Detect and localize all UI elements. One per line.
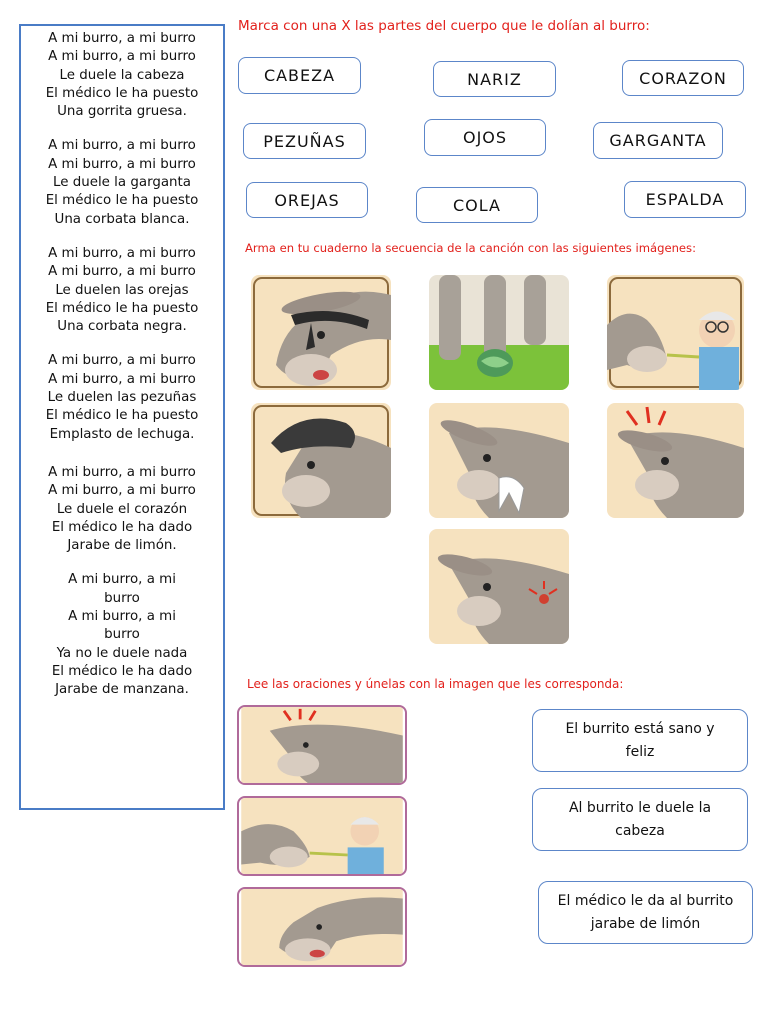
instruction-sequence: Arma en tu cuaderno la secuencia de la canción con las siguientes imágenes: [245, 241, 697, 255]
song-stanza-4 [27, 352, 217, 443]
sentence-line: jarabe de limón [590, 915, 701, 932]
sentence-card-headache[interactable] [532, 788, 748, 851]
song-stanza-6 [27, 571, 217, 699]
sentence-line: Al burrito le duele la [568, 799, 712, 816]
sentence-card-doctor-syrup[interactable] [538, 881, 753, 944]
song-line: A mi burro, a mi burro [48, 49, 196, 65]
sentence-text [565, 718, 714, 764]
song-line: A mi burro, a mi burro [48, 156, 196, 172]
word-button-nariz[interactable]: NARIZ [433, 61, 556, 97]
match-picture-healthy[interactable] [237, 887, 407, 967]
donkey-doctor-syrup-icon [239, 798, 405, 874]
sentence-line: feliz [625, 743, 655, 760]
sentence-line: cabeza [615, 822, 665, 839]
donkey-black-tie-picture [251, 275, 391, 390]
word-button-espalda[interactable]: ESPALDA [624, 181, 746, 218]
song-line: A mi burro, a mi burro [48, 353, 196, 369]
donkey-white-tie-picture [429, 403, 569, 518]
sentence-text [569, 797, 711, 843]
song-lyrics-box [19, 24, 225, 810]
song-line: Le duelen las pezuñas [47, 390, 197, 406]
song-line: Le duele la garganta [53, 175, 191, 191]
donkey-cap-icon [251, 403, 391, 518]
donkey-black-tie-icon [251, 275, 391, 390]
donkey-headache-icon [607, 403, 744, 518]
song-line: burro [104, 627, 140, 643]
song-line: A mi burro, a mi burro [48, 464, 196, 480]
instruction-match: Lee las oraciones y únelas con la imagen que les corresponda: [247, 677, 624, 691]
song-line: El médico le ha puesto [45, 300, 199, 316]
song-line: El médico le ha dado [51, 519, 193, 535]
song-line: A mi burro, a mi [68, 609, 176, 625]
song-stanza-5 [27, 464, 217, 555]
instruction-mark-body-parts: Marca con una X las partes del cuerpo que le dolían al burro: [238, 18, 650, 34]
song-line: Le duele el corazón [56, 501, 188, 517]
word-button-cabeza[interactable]: CABEZA [238, 57, 361, 94]
song-line: Jarabe de limón. [67, 538, 177, 554]
word-button-cola[interactable]: COLA [416, 187, 538, 223]
song-line: burro [104, 590, 140, 606]
word-button-pezunas[interactable]: PEZUÑAS [243, 123, 366, 159]
sentence-line: El médico le da al burrito [557, 892, 734, 909]
song-line: Le duelen las orejas [55, 282, 189, 298]
sentence-card-healthy[interactable] [532, 709, 748, 772]
donkey-heart-pain-picture [429, 529, 569, 644]
song-line: Una corbata blanca. [54, 211, 190, 227]
sentence-text [558, 890, 734, 936]
song-line: Jarabe de manzana. [55, 682, 189, 698]
word-button-ojos[interactable]: OJOS [424, 119, 546, 156]
song-line: El médico le ha dado [51, 663, 193, 679]
donkey-doctor-syrup-picture [607, 275, 744, 390]
song-stanza-3 [27, 245, 217, 336]
song-line: El médico le ha puesto [45, 85, 199, 101]
sentence-line: El burrito está sano y [565, 720, 715, 737]
song-line: A mi burro, a mi burro [48, 483, 196, 499]
song-line: A mi burro, a mi [68, 572, 176, 588]
song-line: A mi burro, a mi burro [48, 245, 196, 261]
word-button-garganta[interactable]: GARGANTA [593, 122, 723, 159]
donkey-hoof-lettuce-picture [429, 275, 569, 390]
word-button-orejas[interactable]: OREJAS [246, 182, 368, 218]
donkey-doctor-syrup-icon [607, 275, 744, 390]
song-line: Una corbata negra. [57, 319, 187, 335]
song-stanza-1 [27, 30, 217, 121]
match-picture-headache[interactable] [237, 705, 407, 785]
song-line: Emplasto de lechuga. [49, 426, 195, 442]
match-picture-doctor[interactable] [237, 796, 407, 876]
donkey-white-tie-icon [429, 403, 569, 518]
song-line: El médico le ha puesto [45, 408, 199, 424]
donkey-heart-pain-icon [429, 529, 569, 644]
donkey-cap-picture [251, 403, 391, 518]
word-button-corazon[interactable]: CORAZON [622, 60, 744, 96]
song-line: A mi burro, a mi burro [48, 371, 196, 387]
donkey-hoof-lettuce-icon [429, 275, 569, 390]
song-line: Una gorrita gruesa. [57, 104, 187, 120]
song-line: A mi burro, a mi burro [48, 31, 196, 46]
song-stanza-2 [27, 137, 217, 228]
donkey-headache-picture [607, 403, 744, 518]
song-line: Ya no le duele nada [56, 645, 188, 661]
song-line: A mi burro, a mi burro [48, 264, 196, 280]
song-line: A mi burro, a mi burro [48, 138, 196, 154]
song-line: Le duele la cabeza [59, 67, 185, 83]
donkey-black-tie-icon [239, 889, 405, 965]
song-line: El médico le ha puesto [45, 193, 199, 209]
donkey-headache-icon [239, 707, 405, 783]
